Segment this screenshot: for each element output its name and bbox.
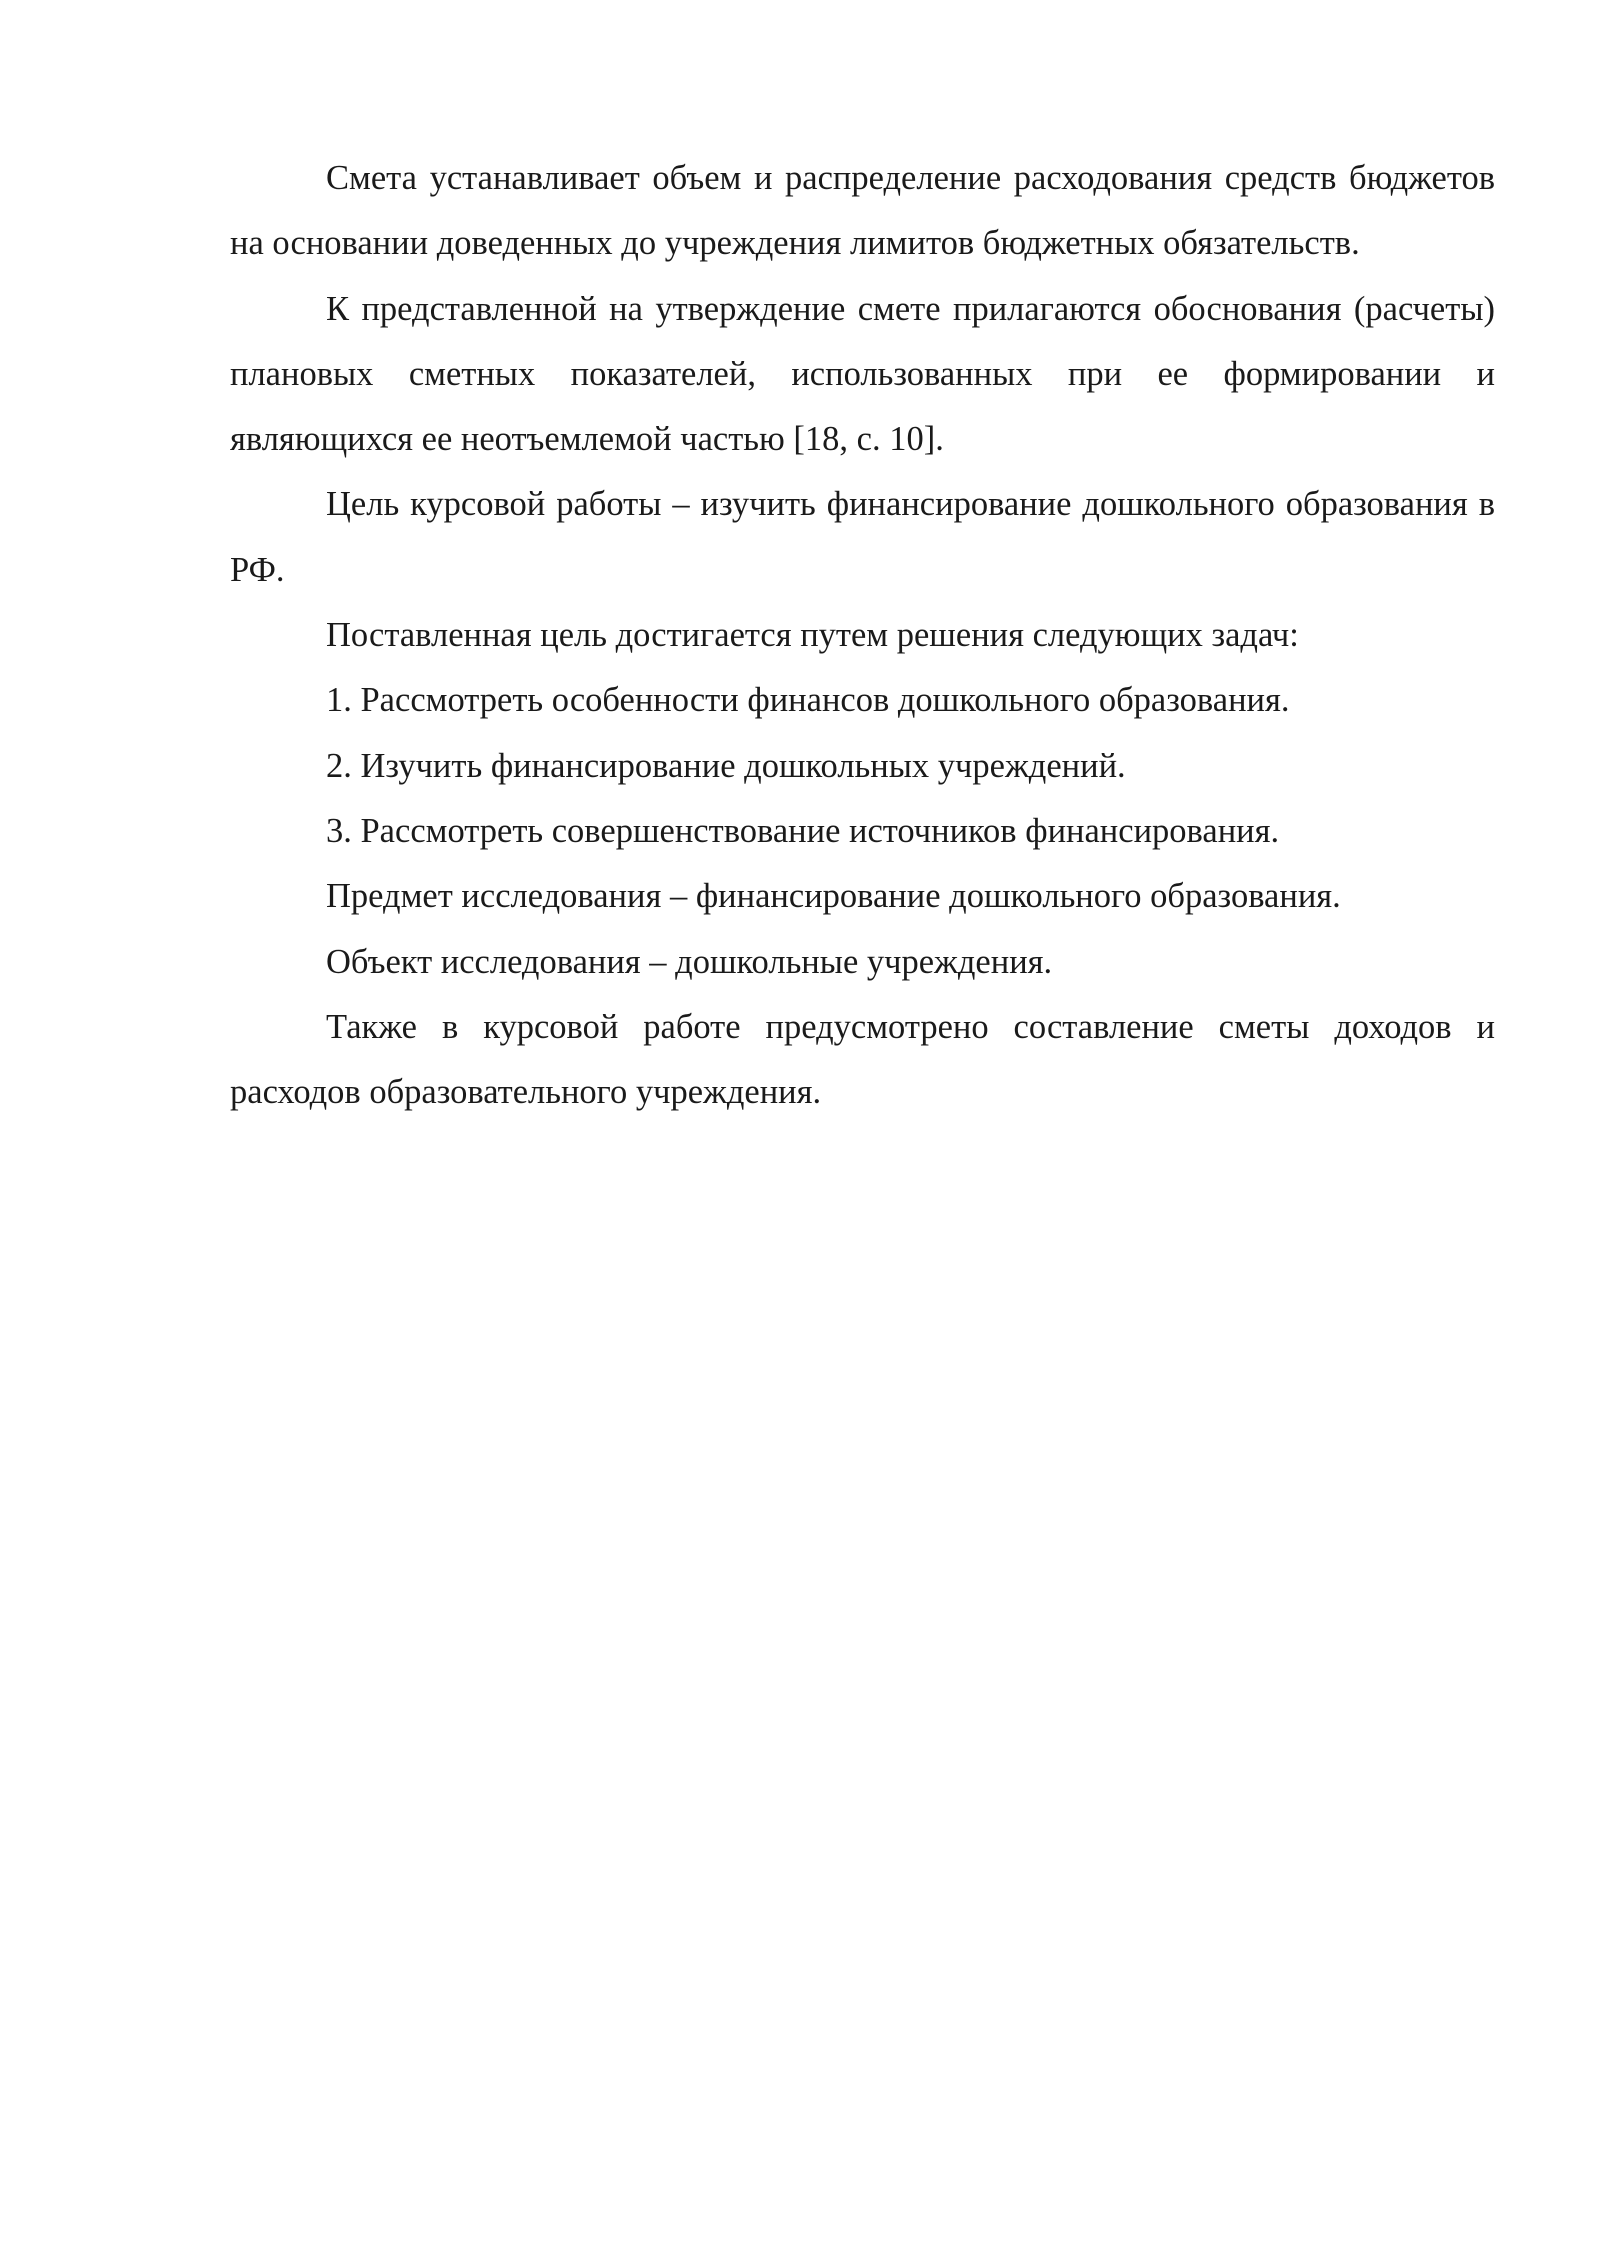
- task-item-3: 3. Рассмотреть совершенствование источников финансирования.: [326, 811, 1280, 850]
- paragraph-subject: Предмет исследования – финансирование дошкольного образования.: [326, 877, 1341, 916]
- paragraph-smeta-justification: К представленной на утверждение смете прилагаются обоснования (расчеты) плановых сметных показателей, использованных при ее формировании и являющихся ее неотъемлемой частью [18, с. 10].: [230, 289, 1495, 459]
- task-item-1: 1. Рассмотреть особенности финансов дошкольного образования.: [326, 681, 1290, 720]
- paragraph-goal: Цель курсовой работы – изучить финансирование дошкольного образования в РФ.: [230, 485, 1495, 589]
- paragraph-object: Объект исследования – дошкольные учреждения.: [326, 942, 1053, 981]
- paragraph-budget-note: Также в курсовой работе предусмотрено составление сметы доходов и расходов образовательного учреждения.: [230, 1007, 1495, 1112]
- document-body: [230, 146, 1495, 1125]
- paragraph-smeta-definition: Смета устанавливает объем и распределение расходования средств бюджетов на основании доведенных до учреждения лимитов бюджетных обязательств.: [230, 159, 1495, 263]
- paragraph-tasks-intro: Поставленная цель достигается путем решения следующих задач:: [326, 616, 1299, 655]
- task-item-2: 2. Изучить финансирование дошкольных учреждений.: [326, 746, 1126, 785]
